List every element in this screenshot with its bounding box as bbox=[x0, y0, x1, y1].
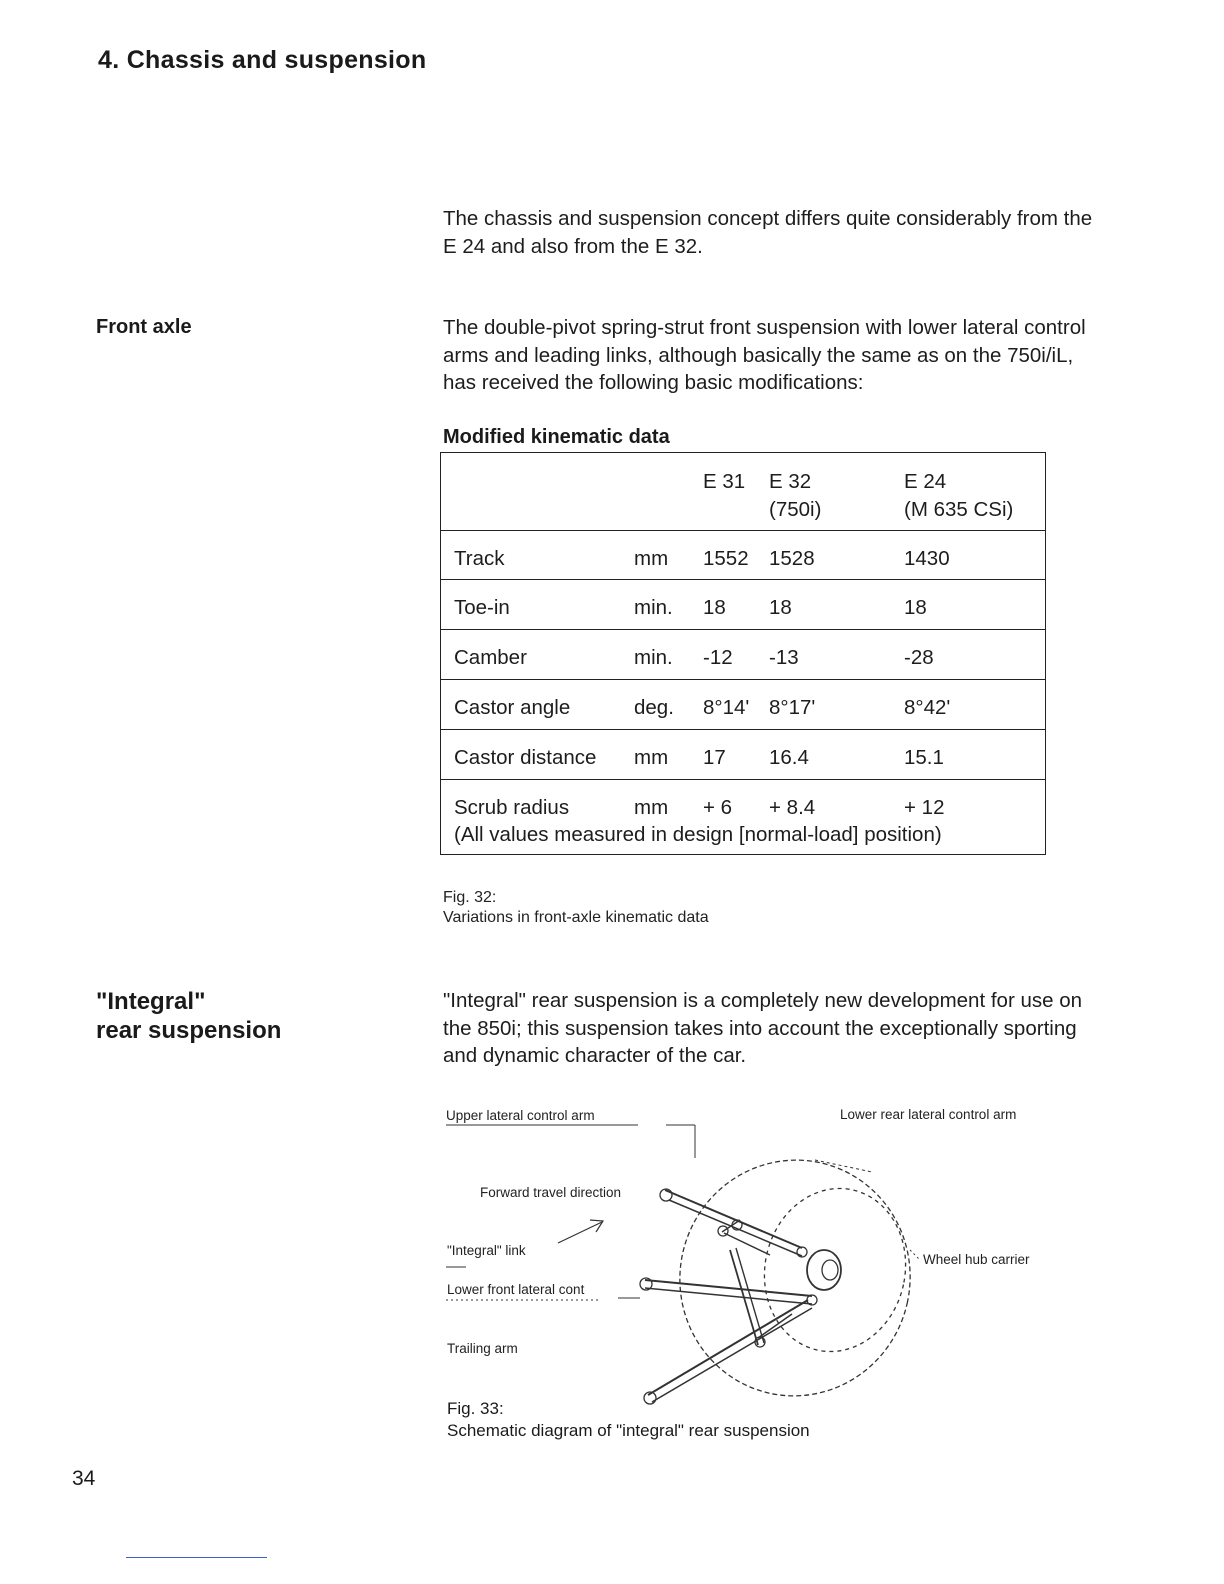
row-param-toe-in: Toe-in bbox=[454, 596, 510, 619]
row-unit: min. bbox=[634, 596, 673, 619]
label-wheel-hub-carrier: Wheel hub carrier bbox=[923, 1252, 1030, 1267]
rear-heading-line2: rear suspension bbox=[96, 1017, 282, 1044]
lower-front-lateral-arm bbox=[645, 1280, 812, 1296]
row-unit: deg. bbox=[634, 696, 674, 719]
table-divider bbox=[441, 729, 1045, 730]
rear-suspension-paragraph: "Integral" rear suspension is a completely new development for use on the 850i; this suspension takes into account the exceptionally sporting and dynamic character of the car. bbox=[443, 989, 1083, 1067]
table-divider bbox=[441, 530, 1045, 531]
table-divider bbox=[441, 579, 1045, 580]
row-unit: mm bbox=[634, 547, 669, 570]
trailing-arm bbox=[648, 1300, 808, 1395]
cell-e24: + 12 bbox=[904, 796, 945, 819]
kinematic-data-table bbox=[440, 452, 1046, 855]
header-e24-sub: (M 635 CSi) bbox=[904, 498, 1014, 521]
label-integral-link: "Integral" link bbox=[447, 1243, 526, 1258]
table-divider bbox=[441, 679, 1045, 680]
integral-link bbox=[730, 1250, 758, 1345]
hub-carrier bbox=[807, 1250, 841, 1290]
page-number: 34 bbox=[72, 1467, 96, 1490]
cell-e32: 16.4 bbox=[769, 746, 809, 769]
fig33-label: Fig. 33: bbox=[447, 1399, 504, 1418]
cell-e32: + 8.4 bbox=[769, 796, 816, 819]
front-axle-heading: Front axle bbox=[96, 316, 192, 338]
row-param-castor-distance: Castor distance bbox=[454, 746, 597, 769]
fig32-caption bbox=[443, 888, 709, 928]
front-axle-paragraph: The double-pivot spring-strut front suspension with lower lateral control arms and leading links, although basically the same as on the 750i/iL, has received the following basic modifications: bbox=[443, 316, 1086, 394]
cell-e24: 8°42' bbox=[904, 696, 951, 719]
tyre-outline bbox=[658, 1139, 932, 1418]
label-lower-rear-lateral-arm: Lower rear lateral control arm bbox=[840, 1107, 1017, 1122]
cell-e24: 1430 bbox=[904, 547, 950, 570]
fig32-label: Fig. 32: bbox=[443, 889, 497, 906]
header-e31: E 31 bbox=[703, 470, 746, 493]
label-upper-lateral-arm: Upper lateral control arm bbox=[446, 1108, 595, 1123]
row-param-camber: Camber bbox=[454, 646, 527, 669]
header-e24: E 24 bbox=[904, 470, 947, 493]
cell-e32: 8°17' bbox=[769, 696, 816, 719]
upper-lateral-arm bbox=[665, 1190, 802, 1248]
cell-e24: 15.1 bbox=[904, 746, 944, 769]
table-divider bbox=[441, 629, 1045, 630]
rear-suspension-diagram bbox=[440, 1100, 1060, 1420]
cell-e24: 18 bbox=[904, 596, 927, 619]
row-unit: mm bbox=[634, 746, 669, 769]
row-unit: mm bbox=[634, 796, 669, 819]
intro-paragraph: The chassis and suspension concept differs quite considerably from the E 24 and also from the E 32. bbox=[443, 207, 1093, 258]
table-footnote: (All values measured in design [normal-load] position) bbox=[454, 823, 942, 846]
label-lower-front-lateral: Lower front lateral cont bbox=[447, 1282, 585, 1297]
cell-e31: 18 bbox=[703, 596, 726, 619]
rear-suspension-heading bbox=[96, 987, 281, 1045]
fig32-text: Variations in front-axle kinematic data bbox=[443, 909, 709, 926]
cell-e24: -28 bbox=[904, 646, 934, 669]
cell-e31: 17 bbox=[703, 746, 726, 769]
header-e32-sub: (750i) bbox=[769, 498, 822, 521]
cell-e32: 1528 bbox=[769, 547, 815, 570]
row-param-scrub-radius: Scrub radius bbox=[454, 796, 570, 819]
row-unit: min. bbox=[634, 646, 673, 669]
header-e32: E 32 bbox=[769, 470, 812, 493]
cell-e31: + 6 bbox=[703, 796, 733, 819]
cell-e31: -12 bbox=[703, 646, 733, 669]
table-divider bbox=[441, 779, 1045, 780]
cell-e31: 1552 bbox=[703, 547, 749, 570]
section-title: 4. Chassis and suspension bbox=[98, 46, 427, 74]
forward-arrow bbox=[558, 1222, 602, 1243]
row-param-castor-angle: Castor angle bbox=[454, 696, 571, 719]
cell-e32: 18 bbox=[769, 596, 792, 619]
cell-e31: 8°14' bbox=[703, 696, 750, 719]
label-trailing-arm: Trailing arm bbox=[447, 1341, 518, 1356]
fig33-text: Schematic diagram of "integral" rear suspension bbox=[447, 1421, 810, 1440]
table-caption: Modified kinematic data bbox=[443, 426, 670, 448]
row-param-track: Track bbox=[454, 547, 505, 570]
cell-e32: -13 bbox=[769, 646, 799, 669]
fig33-caption bbox=[447, 1398, 810, 1442]
hub-bore bbox=[822, 1260, 838, 1280]
footer-rule bbox=[126, 1557, 267, 1558]
rear-heading-line1: "Integral" bbox=[96, 988, 206, 1015]
label-forward-travel: Forward travel direction bbox=[480, 1185, 622, 1200]
